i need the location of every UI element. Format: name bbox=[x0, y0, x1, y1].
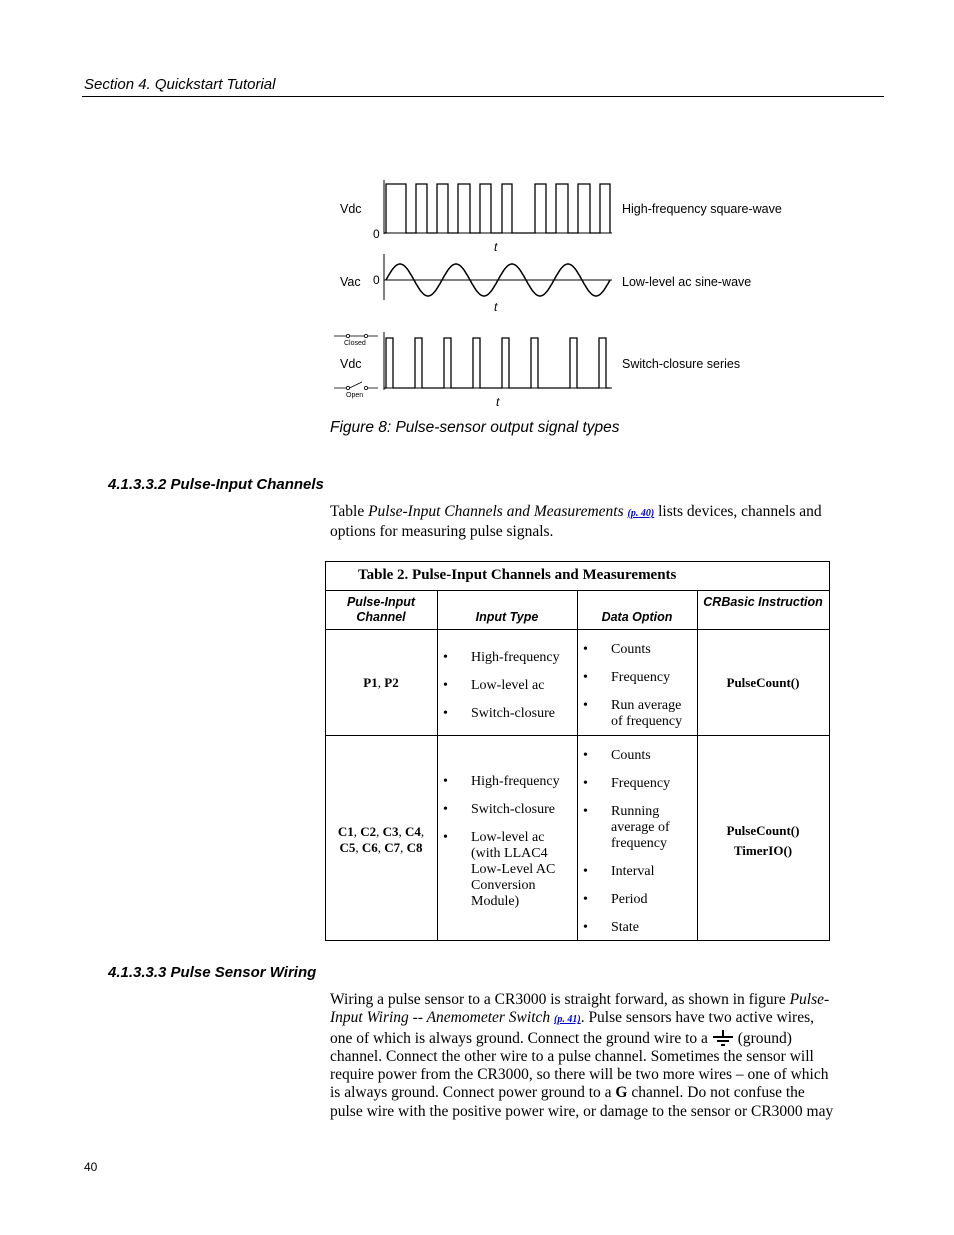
list-item: • Interval bbox=[579, 864, 691, 880]
list-item: • Low-level ac bbox=[439, 678, 575, 694]
row1-input-types bbox=[439, 650, 575, 722]
list-item: • Switch-closure bbox=[439, 802, 575, 818]
list-item: • Running average of frequency bbox=[579, 804, 691, 852]
list-item: • State bbox=[579, 920, 691, 936]
label-t-1: t bbox=[494, 240, 498, 254]
row2-channels: C1, C2, C3, C4, C5, C6, C7, C8 bbox=[337, 824, 425, 855]
label-switch-closure: Switch-closure series bbox=[622, 357, 741, 371]
row1-channels: P1, P2 bbox=[363, 675, 399, 690]
list-item: • High-frequency bbox=[439, 650, 575, 666]
running-header: Section 4. Quickstart Tutorial bbox=[84, 76, 276, 93]
wiring-paragraph: Wiring a pulse sensor to a CR3000 is straight forward, as shown in figure Pulse-Input Wiring -- Anemometer Switch (p. 41). Pulse sensors have two active wires, one of which is always ground. Connect the ground wire to a (ground) channel. Connect the other wire to a pulse channel. Sometimes the sensor will require power from the CR3000, so there will be two more wires – one of which is always ground. Connect power ground to a G channel. Do not confuse the pulse wire with the positive power wire, or damage to the sensor or CR3000 may bbox=[330, 991, 834, 1120]
heading-pulse-sensor-wiring: 4.1.3.3.3 Pulse Sensor Wiring bbox=[108, 964, 317, 981]
header-data-option: Data Option bbox=[601, 610, 673, 624]
list-item: • Counts bbox=[579, 642, 691, 658]
row1-instruction: PulseCount() bbox=[726, 675, 800, 690]
table-reference[interactable]: Pulse-Input Channels and Measurements bbox=[368, 503, 624, 520]
label-zero-2: 0 bbox=[373, 273, 380, 287]
list-item: • Run average of frequency bbox=[579, 698, 691, 730]
row1-data-options bbox=[579, 642, 691, 730]
figure-reference[interactable]: Pulse-Input Wiring -- Anemometer Switch bbox=[330, 991, 830, 1027]
label-t-2: t bbox=[494, 300, 498, 314]
list-item: • Frequency bbox=[579, 670, 691, 686]
label-sine-wave: Low-level ac sine-wave bbox=[622, 275, 752, 289]
header-input-type: Input Type bbox=[475, 610, 539, 624]
figure-caption: Figure 8: Pulse-sensor output signal types bbox=[330, 419, 620, 436]
table-col-rule-1 bbox=[437, 590, 438, 940]
table-col-rule-3 bbox=[697, 590, 698, 940]
header-rule bbox=[82, 96, 884, 97]
header-crbasic-instruction: CRBasic Instruction bbox=[703, 595, 823, 609]
table-page-link[interactable]: (p. 40) bbox=[627, 508, 655, 519]
label-open: Open bbox=[346, 392, 364, 399]
row2-instructions: PulseCount() TimerIO() bbox=[726, 823, 800, 858]
para-prefix: Table bbox=[330, 503, 369, 520]
label-vac: Vac bbox=[340, 275, 361, 289]
ground-icon bbox=[712, 1030, 734, 1046]
label-t-3: t bbox=[496, 395, 500, 409]
list-item: • Period bbox=[579, 892, 691, 908]
list-item: • Switch-closure bbox=[439, 706, 575, 722]
heading-pulse-input-channels: 4.1.3.3.2 Pulse-Input Channels bbox=[108, 476, 324, 493]
label-vdc-1: Vdc bbox=[340, 202, 362, 216]
label-closed: Closed bbox=[344, 340, 366, 347]
list-item: • Counts bbox=[579, 748, 691, 764]
table-title: Table 2. Pulse-Input Channels and Measurements bbox=[358, 567, 677, 583]
label-square-wave: High-frequency square-wave bbox=[622, 202, 782, 216]
list-item: • High-frequency bbox=[439, 774, 575, 790]
para-suffix: lists devices, channels and options for measuring pulse signals. bbox=[330, 503, 822, 541]
list-item: • Low-level ac (with LLAC4 Low-Level AC Conversion Module) bbox=[439, 830, 575, 910]
label-vdc-3: Vdc bbox=[340, 357, 362, 371]
label-zero-1: 0 bbox=[373, 227, 380, 241]
header-pulse-input-channel: Pulse-Input Channel bbox=[346, 595, 416, 624]
table-col-rule-2 bbox=[577, 590, 578, 940]
page-number: 40 bbox=[84, 1160, 98, 1174]
pulse-input-paragraph bbox=[330, 503, 840, 542]
figure-page-link[interactable]: (p. 41) bbox=[554, 1014, 581, 1026]
row2-input-types bbox=[439, 774, 575, 910]
row2-data-options bbox=[579, 748, 691, 936]
list-item: • Frequency bbox=[579, 776, 691, 792]
pulse-signal-figure bbox=[330, 172, 792, 412]
